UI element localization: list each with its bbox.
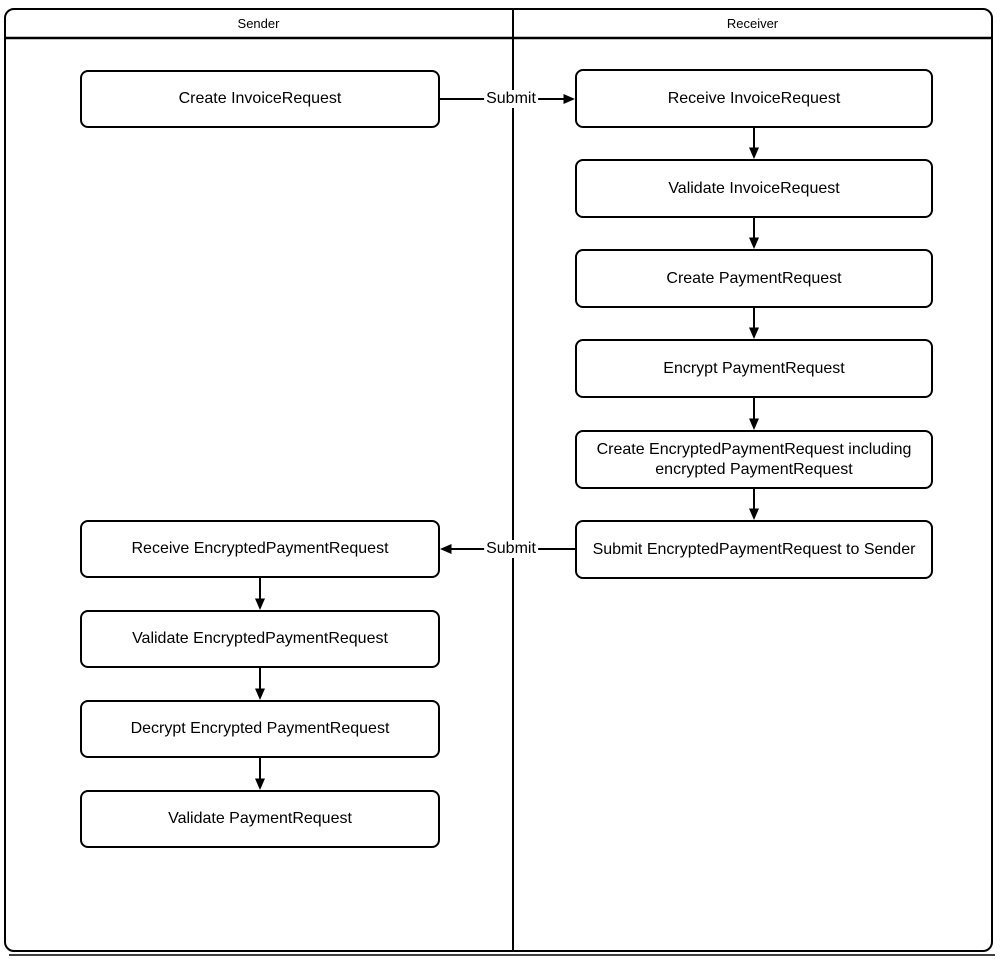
node-encrypt-paymentrequest: Encrypt PaymentRequest — [575, 339, 933, 398]
node-create-encryptedpaymentrequest: Create EncryptedPaymentRequest including encrypted PaymentRequest — [575, 430, 933, 489]
node-decrypt-encrypted-paymentrequest: Decrypt Encrypted PaymentRequest — [80, 700, 440, 758]
node-create-invoicerequest: Create InvoiceRequest — [80, 70, 440, 128]
lane-header-sender: Sender — [237, 15, 280, 31]
edge-label-submit-return: Submit — [486, 540, 536, 557]
node-validate-invoicerequest: Validate InvoiceRequest — [575, 159, 933, 218]
node-validate-paymentrequest: Validate PaymentRequest — [80, 790, 440, 848]
node-receive-invoicerequest: Receive InvoiceRequest — [575, 69, 933, 128]
node-receive-encryptedpaymentrequest: Receive EncryptedPaymentRequest — [80, 520, 440, 578]
node-submit-encryptedpaymentrequest-to-sender: Submit EncryptedPaymentRequest to Sender — [575, 520, 933, 579]
lane-header-receiver: Receiver — [726, 15, 779, 31]
node-create-paymentrequest: Create PaymentRequest — [575, 249, 933, 308]
node-validate-encryptedpaymentrequest: Validate EncryptedPaymentRequest — [80, 610, 440, 668]
edge-label-submit-forward: Submit — [486, 90, 536, 107]
